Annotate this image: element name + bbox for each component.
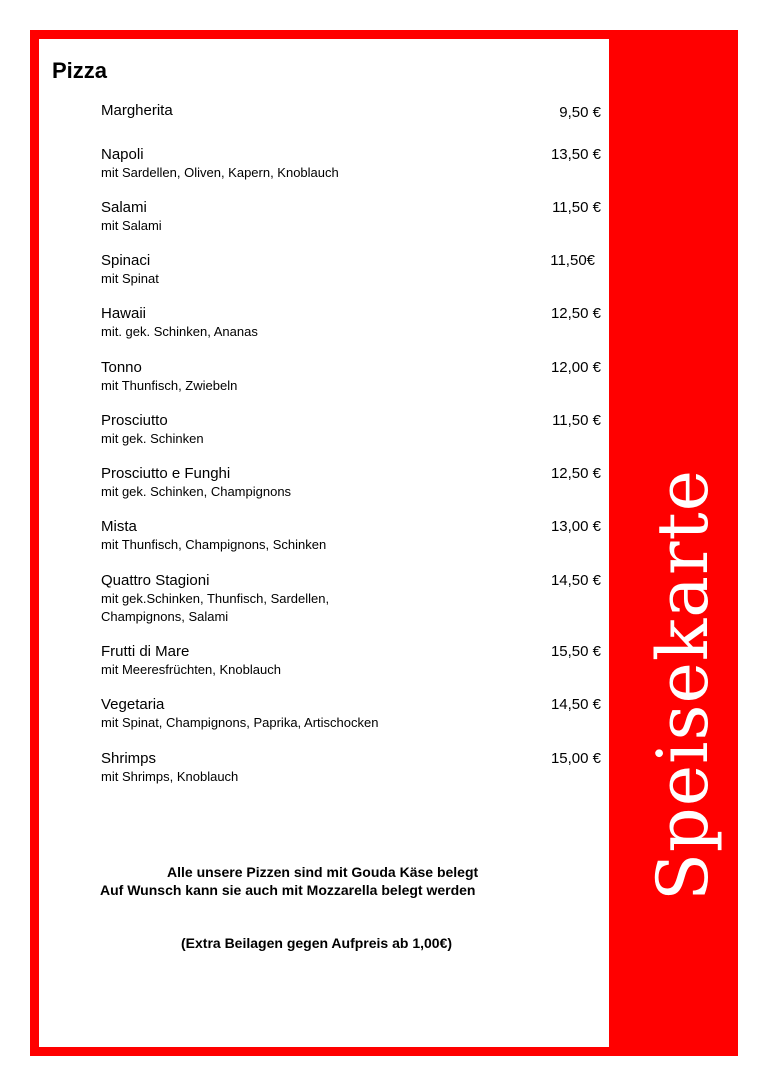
item-description: mit Shrimps, Knoblauch bbox=[101, 769, 239, 784]
item-description: mit Salami bbox=[101, 218, 162, 233]
menu-item-vegetaria bbox=[101, 696, 601, 732]
item-price: 9,50 € bbox=[559, 104, 601, 121]
item-name: Margherita bbox=[101, 102, 173, 119]
menu-item-prosciutto bbox=[101, 412, 601, 448]
menu-item-salami bbox=[101, 199, 601, 235]
item-name: Tonno bbox=[101, 359, 142, 376]
item-price: 15,00 € bbox=[550, 750, 601, 767]
item-description: mit Sardellen, Oliven, Kapern, Knoblauch bbox=[101, 165, 339, 180]
item-price: 12,50 € bbox=[550, 305, 601, 322]
item-name: Vegetaria bbox=[101, 696, 165, 713]
menu-item-tonno bbox=[101, 359, 601, 395]
section-heading: Pizza bbox=[52, 58, 108, 83]
item-description: mit Meeresfrüchten, Knoblauch bbox=[101, 662, 281, 677]
item-description: mit Thunfisch, Zwiebeln bbox=[101, 378, 238, 393]
item-name: Prosciutto bbox=[101, 412, 168, 429]
item-price: 11,50 € bbox=[552, 412, 601, 429]
menu-item-prosciutto-e-funghi bbox=[101, 465, 601, 501]
menu-item-hawaii bbox=[101, 305, 601, 341]
menu-item-quattro-stagioni bbox=[101, 572, 601, 626]
item-description: mit gek. Schinken, Champignons bbox=[101, 484, 292, 499]
menu-item-mista bbox=[101, 518, 601, 554]
item-price: 12,50 € bbox=[550, 465, 601, 482]
item-description: mit gek. Schinken bbox=[101, 431, 204, 446]
item-description: mit. gek. Schinken, Ananas bbox=[101, 324, 258, 339]
mozzarella-note: Auf Wunsch kann sie auch mit Mozzarella belegt werden bbox=[100, 882, 476, 898]
item-price: 14,50 € bbox=[550, 572, 601, 589]
item-name: Quattro Stagioni bbox=[101, 572, 210, 589]
menu-item-spinaci bbox=[101, 252, 601, 288]
item-name: Frutti di Mare bbox=[101, 643, 190, 660]
item-name: Hawaii bbox=[101, 305, 147, 322]
side-title: Speisekarte bbox=[642, 468, 724, 902]
cheese-note: Alle unsere Pizzen sind mit Gouda Käse belegt bbox=[167, 864, 479, 880]
item-name: Prosciutto e Funghi bbox=[101, 465, 231, 482]
item-description: mit Spinat, Champignons, Paprika, Artischocken bbox=[101, 715, 379, 730]
item-description: mit gek.Schinken, Thunfisch, Sardellen, Champignons, Salami bbox=[101, 591, 330, 624]
menu-item-napoli bbox=[101, 146, 601, 182]
item-name: Spinaci bbox=[101, 252, 151, 269]
item-price: 12,00 € bbox=[550, 359, 601, 376]
menu-item-shrimps bbox=[101, 750, 601, 786]
item-price: 13,00 € bbox=[550, 518, 601, 535]
item-description: mit Spinat bbox=[101, 271, 159, 286]
item-name: Napoli bbox=[101, 146, 144, 163]
item-description: mit Thunfisch, Champignons, Schinken bbox=[101, 537, 327, 552]
extras-note: (Extra Beilagen gegen Aufpreis ab 1,00€) bbox=[181, 935, 453, 951]
item-price: 11,50 € bbox=[552, 199, 601, 216]
item-price: 13,50 € bbox=[550, 146, 601, 163]
item-name: Shrimps bbox=[101, 750, 157, 767]
item-price: 15,50 € bbox=[550, 643, 601, 660]
menu-item-frutti-di-mare bbox=[101, 643, 601, 679]
item-price: 11,50€ bbox=[550, 252, 595, 269]
item-name: Salami bbox=[101, 199, 147, 216]
menu-item-margherita bbox=[101, 102, 601, 120]
item-name: Mista bbox=[101, 518, 137, 535]
item-price: 14,50 € bbox=[550, 696, 601, 713]
